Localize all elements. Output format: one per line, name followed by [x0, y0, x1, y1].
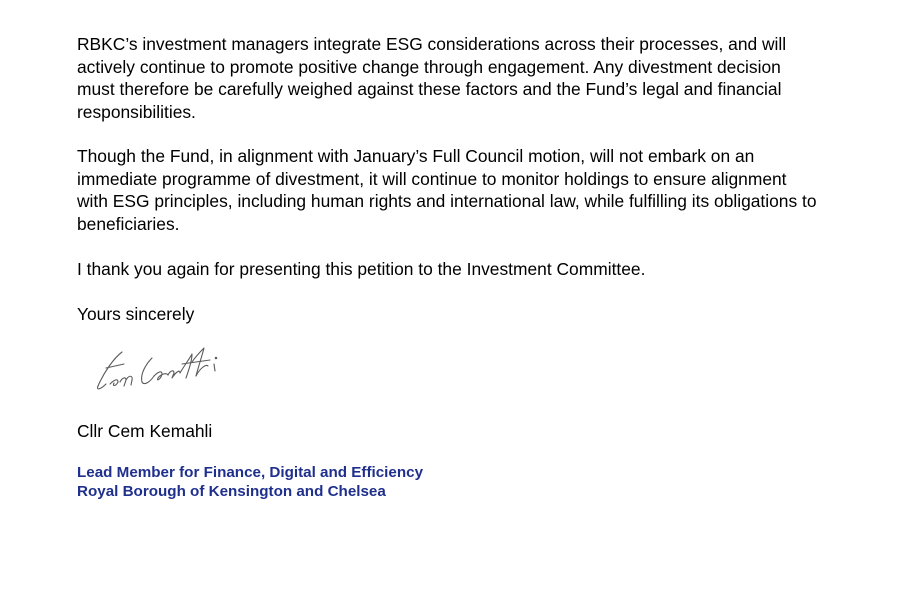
body-paragraph-2: Though the Fund, in alignment with January’s Full Council motion, will not embark on an immediate programme of divestment, it will continue to monitor holdings to ensure alignment with ESG principles, including human rights and international law, while fulfilling its obligations to beneficiaries.	[77, 146, 817, 234]
signatory-title: Lead Member for Finance, Digital and Efficiency	[77, 464, 424, 481]
signatory-name: Cllr Cem Kemahli	[77, 421, 213, 441]
handwritten-signature	[92, 342, 242, 394]
body-paragraph-3: I thank you again for presenting this petition to the Investment Committee.	[77, 259, 646, 279]
signatory-organisation: Royal Borough of Kensington and Chelsea	[77, 483, 386, 500]
body-paragraph-1: RBKC’s investment managers integrate ESG considerations across their processes, and will actively continue to promote positive change through engagement. Any divestment decision must therefore be carefully weighed against these factors and the Fund’s legal and financial responsibilities.	[77, 34, 787, 122]
closing-salutation: Yours sincerely	[77, 304, 195, 324]
